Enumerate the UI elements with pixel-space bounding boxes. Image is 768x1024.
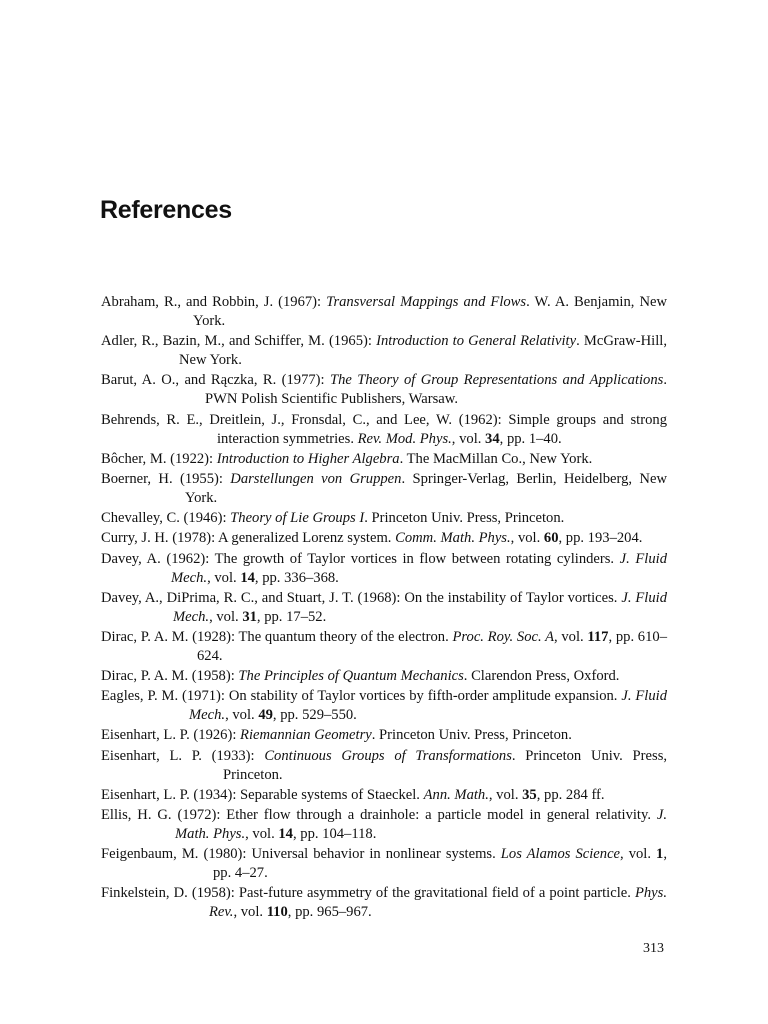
reference-text-segment: J. Fluid Mech. bbox=[189, 688, 667, 724]
reference-text-segment: 14 bbox=[240, 569, 255, 586]
reference-text-segment: . Princeton Univ. Press, Princeton. bbox=[223, 747, 668, 783]
reference-text-segment: Introduction to General Relativity bbox=[376, 333, 577, 350]
reference-text-segment: Ellis, H. G. (1972): Ether flow through a drainhole: a particle model in general relativity. bbox=[101, 807, 657, 823]
reference-entry bbox=[101, 450, 667, 469]
reference-text-segment: , vol. bbox=[554, 628, 588, 645]
page-title: References bbox=[100, 196, 232, 224]
reference-entry bbox=[101, 470, 667, 508]
reference-entry bbox=[101, 687, 667, 725]
reference-text-segment: Abraham, R., and Robbin, J. (1967): bbox=[101, 294, 327, 310]
reference-entry bbox=[101, 786, 667, 805]
reference-text-segment: 49 bbox=[258, 707, 273, 724]
reference-text-segment: , vol. bbox=[488, 786, 523, 803]
reference-text-segment: Eisenhart, L. P. (1926): bbox=[101, 727, 241, 744]
reference-text-segment: 117 bbox=[587, 628, 609, 645]
reference-text-segment: . Princeton Univ. Press, Princeton. bbox=[364, 510, 565, 527]
reference-text-segment: 14 bbox=[278, 826, 293, 842]
reference-text-segment: Finkelstein, D. (1958): Past-future asymmetry of the gravitational field of a point particle. bbox=[101, 885, 635, 902]
reference-text-segment: . Springer-Verlag, Berlin, Heidelberg, New York. bbox=[185, 470, 667, 506]
reference-entry bbox=[101, 550, 667, 588]
reference-text-segment: , pp. 965–967. bbox=[287, 904, 372, 921]
reference-text-segment: Curry, J. H. (1978): A generalized Lorenz system. bbox=[101, 530, 396, 547]
page-number: 313 bbox=[643, 941, 664, 956]
reference-entry bbox=[101, 332, 667, 370]
reference-text-segment: Ann. Math. bbox=[423, 786, 489, 803]
reference-text-segment: , pp. 336–368. bbox=[254, 569, 339, 586]
reference-text-segment: , vol. bbox=[245, 826, 279, 842]
reference-text-segment: Continuous Groups of Transformations bbox=[264, 747, 512, 764]
reference-text-segment: , pp. 193–204. bbox=[558, 530, 643, 547]
reference-text-segment: Introduction to Higher Algebra bbox=[216, 450, 400, 467]
reference-text-segment: Theory of Lie Groups I bbox=[230, 510, 365, 527]
reference-entry bbox=[101, 589, 667, 627]
reference-entry bbox=[101, 726, 667, 745]
reference-text-segment: , vol. bbox=[233, 904, 267, 921]
reference-entry bbox=[101, 884, 667, 922]
reference-text-segment: , pp. 1–40. bbox=[499, 430, 562, 447]
reference-text-segment: 34 bbox=[485, 430, 500, 447]
reference-text-segment: Darstellungen von Gruppen bbox=[230, 470, 402, 487]
reference-text-segment: . PWN Polish Scientific Publishers, Warsaw. bbox=[205, 372, 667, 408]
reference-text-segment: Los Alamos Science bbox=[500, 846, 621, 863]
reference-text-segment: Behrends, R. E., Dreitlein, J., Fronsdal, C., and Lee, W. (1962): Simple groups and strong interaction symmetries. bbox=[101, 411, 667, 447]
reference-text-segment: Barut, A. O., and Rączka, R. (1977): bbox=[101, 372, 330, 389]
reference-text-segment: 31 bbox=[242, 608, 257, 625]
reference-text-segment: , pp. 284 ff. bbox=[536, 786, 605, 803]
reference-text-segment: , pp. 610–624. bbox=[197, 628, 667, 664]
reference-entry bbox=[101, 806, 667, 844]
reference-text-segment: J. Fluid Mech. bbox=[171, 550, 667, 586]
reference-entry bbox=[101, 371, 667, 409]
reference-text-segment: Comm. Math. Phys. bbox=[395, 530, 511, 547]
reference-text-segment: Bôcher, M. (1922): bbox=[101, 450, 217, 467]
reference-text-segment: , vol. bbox=[225, 707, 259, 724]
reference-entry bbox=[101, 845, 667, 883]
reference-text-segment: . W. A. Benjamin, New York. bbox=[193, 294, 668, 329]
reference-text-segment: , pp. 4–27. bbox=[213, 846, 667, 882]
reference-text-segment: 60 bbox=[543, 530, 559, 547]
reference-text-segment: Phys. Rev. bbox=[209, 885, 667, 921]
reference-text-segment: Eisenhart, L. P. (1934): Separable systems of Staeckel. bbox=[101, 786, 424, 803]
reference-text-segment: , vol. bbox=[207, 569, 241, 586]
reference-text-segment: , pp. 17–52. bbox=[256, 608, 327, 625]
reference-text-segment: Chevalley, C. (1946): bbox=[101, 510, 231, 527]
reference-text-segment: 1 bbox=[656, 846, 664, 863]
reference-text-segment: Davey, A., DiPrima, R. C., and Stuart, J. T. (1968): On the instability of Taylor vortices. bbox=[101, 589, 622, 606]
reference-entry bbox=[101, 529, 667, 548]
reference-text-segment: The Principles of Quantum Mechanics bbox=[238, 668, 464, 685]
reference-text-segment: , vol. bbox=[620, 846, 657, 863]
reference-entry bbox=[101, 293, 667, 331]
reference-text-segment: 35 bbox=[522, 786, 537, 803]
reference-text-segment: Eisenhart, L. P. (1933): bbox=[101, 747, 265, 764]
reference-text-segment: . McGraw-Hill, New York. bbox=[179, 333, 667, 369]
reference-text-segment: Dirac, P. A. M. (1928): The quantum theory of the electron. bbox=[101, 628, 453, 645]
reference-text-segment: Feigenbaum, M. (1980): Universal behavior in nonlinear systems. bbox=[101, 846, 501, 863]
reference-entry bbox=[101, 628, 667, 666]
reference-entry bbox=[101, 509, 667, 528]
reference-text-segment: . Clarendon Press, Oxford. bbox=[463, 668, 620, 685]
reference-text-segment: . The MacMillan Co., New York. bbox=[399, 450, 593, 467]
reference-entry bbox=[101, 667, 667, 686]
reference-text-segment: Davey, A. (1962): The growth of Taylor vortices in flow between rotating cylinders. bbox=[101, 550, 620, 567]
reference-text-segment: , vol. bbox=[510, 530, 544, 547]
reference-text-segment: Boerner, H. (1955): bbox=[101, 470, 231, 487]
reference-text-segment: The Theory of Group Representations and Applications bbox=[329, 372, 664, 389]
reference-text-segment: , vol. bbox=[451, 430, 486, 447]
reference-text-segment: , vol. bbox=[209, 608, 243, 625]
reference-text-segment: J. Fluid Mech. bbox=[173, 589, 667, 625]
reference-text-segment: Eagles, P. M. (1971): On stability of Taylor vortices by fifth-order amplitude expansion. bbox=[101, 688, 622, 705]
reference-text-segment: , pp. 104–118. bbox=[292, 826, 377, 842]
reference-entry bbox=[101, 411, 667, 449]
reference-text-segment: . Princeton Univ. Press, Princeton. bbox=[371, 727, 572, 744]
reference-text-segment: Rev. Mod. Phys. bbox=[357, 430, 452, 447]
reference-text-segment: 110 bbox=[266, 904, 288, 921]
reference-list bbox=[101, 293, 667, 924]
reference-text-segment: J. Math. Phys. bbox=[175, 807, 667, 842]
reference-text-segment: Adler, R., Bazin, M., and Schiffer, M. (1965): bbox=[101, 333, 377, 350]
reference-text-segment: , pp. 529–550. bbox=[272, 707, 357, 724]
reference-text-segment: Proc. Roy. Soc. A bbox=[452, 628, 554, 645]
reference-text-segment: Dirac, P. A. M. (1958): bbox=[101, 668, 239, 685]
reference-text-segment: Riemannian Geometry bbox=[240, 727, 372, 744]
reference-text-segment: Transversal Mappings and Flows bbox=[326, 294, 527, 310]
reference-entry bbox=[101, 747, 667, 785]
